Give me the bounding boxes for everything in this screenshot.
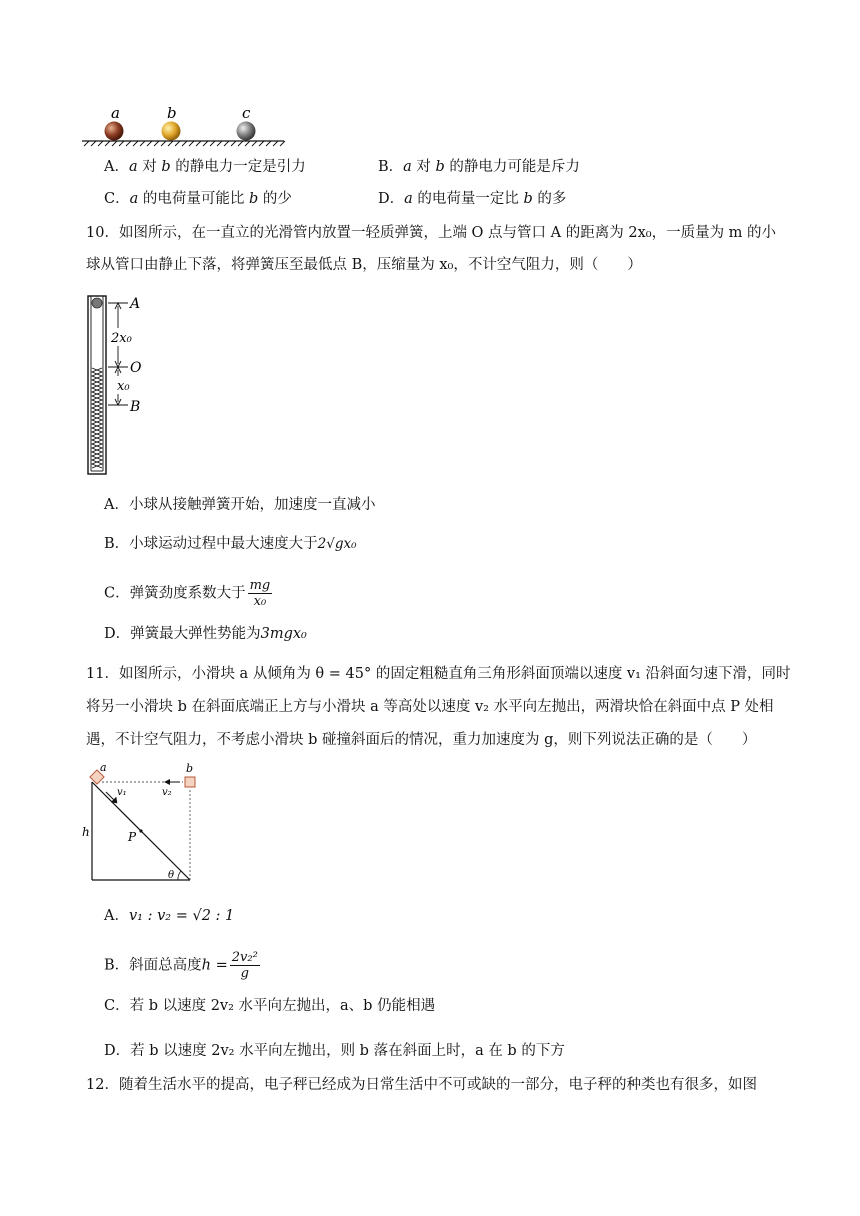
label-a: a [100, 762, 107, 774]
q9-option-d[interactable]: D．a 的电荷量一定比 b 的多 [378, 191, 567, 207]
q9-figure [78, 100, 288, 152]
ball-c [237, 122, 256, 141]
label-h: h [82, 825, 90, 839]
q10-optb-math: 2√gx₀ [317, 536, 357, 552]
q10-option-a[interactable]: A．小球从接触弹簧开始，加速度一直减小 [104, 497, 376, 513]
q11-stem-line2: 将另一小滑块 b 在斜面底端正上方与小滑块 a 等高处以速度 v₂ 水平向左抛出，两滑块恰在斜面中点 P 处相 [86, 699, 774, 715]
label-O: O [130, 360, 142, 376]
q11-figure [80, 762, 200, 886]
label-P: P [128, 830, 137, 844]
point-P [139, 829, 142, 832]
q10-option-c[interactable]: C．弹簧劲度系数大于 $\frac{mg}{\text{x₀}}$ [104, 578, 271, 609]
ball-a [105, 122, 124, 141]
label-B: B [130, 399, 141, 415]
small-ball [92, 298, 102, 308]
q10-optc-fraction: $\frac{mg}{\text{x₀}}$ [249, 578, 271, 609]
ball-label-c: c [242, 104, 251, 122]
q11-option-b[interactable]: B．斜面总高度h = $\frac{\text{2v₂²}}{g}$ [104, 950, 258, 981]
label-v2: v₂ [162, 787, 172, 798]
q12-stem-line1: 12．随着生活水平的提高，电子秤已经成为日常生活中不可或缺的一部分，电子秤的种类也有很多，如图 [86, 1077, 757, 1093]
q10-stem-line1: 10．如图所示，在一直立的光滑管内放置一轻质弹簧，上端 O 点与管口 A 的距离为 2x₀，一质量为 m 的小 [86, 225, 777, 241]
label-2x0: 2x₀ [111, 331, 132, 346]
block-b [185, 777, 195, 787]
q10-option-d[interactable]: D．弹簧最大弹性势能为3mgx₀ [104, 626, 307, 642]
q9-option-a[interactable]: A．a 对 b 的静电力一定是引力 [104, 159, 306, 175]
ball-b [162, 122, 181, 141]
q9-option-c[interactable]: C．a 的电荷量可能比 b 的少 [104, 191, 292, 207]
q10-option-b[interactable]: B．小球运动过程中最大速度大于2√gx₀ [104, 536, 357, 552]
ball-label-b: b [167, 104, 177, 122]
q11-stem-line1: 11．如图所示，小滑块 a 从倾角为 θ = 45° 的固定粗糙直角三角形斜面顶端以速度 v₁ 沿斜面匀速下滑，同时 [86, 666, 791, 682]
q10-figure [84, 292, 164, 478]
q11-stem-line3: 遇，不计空气阻力，不考虑小滑块 b 碰撞斜面后的情况，重力加速度为 g，则下列说法正确的是（ ） [86, 732, 757, 748]
q11-option-d[interactable]: D．若 b 以速度 2v₂ 水平向左抛出，则 b 落在斜面上时，a 在 b 的下方 [104, 1043, 565, 1059]
q10-stem-line2: 球从管口由静止下落，将弹簧压至最低点 B，压缩量为 x₀，不计空气阻力，则（ ） [86, 257, 642, 273]
q11-option-a[interactable]: A．v₁ : v₂ = √2 : 1 [104, 908, 235, 924]
ground-hatch [84, 141, 285, 146]
label-x0: x₀ [117, 379, 130, 394]
q11-optb-fraction: $\frac{\text{2v₂²}}{g}$ [231, 950, 258, 981]
q9-option-b[interactable]: B．a 对 b 的静电力可能是斥力 [378, 159, 580, 175]
label-b: b [186, 762, 194, 775]
ball-label-a: a [111, 104, 120, 122]
label-theta: θ [168, 870, 175, 881]
label-v1: v₁ [117, 787, 127, 798]
q11-option-c[interactable]: C．若 b 以速度 2v₂ 水平向左抛出，a、b 仍能相遇 [104, 998, 436, 1014]
label-A: A [130, 296, 141, 312]
